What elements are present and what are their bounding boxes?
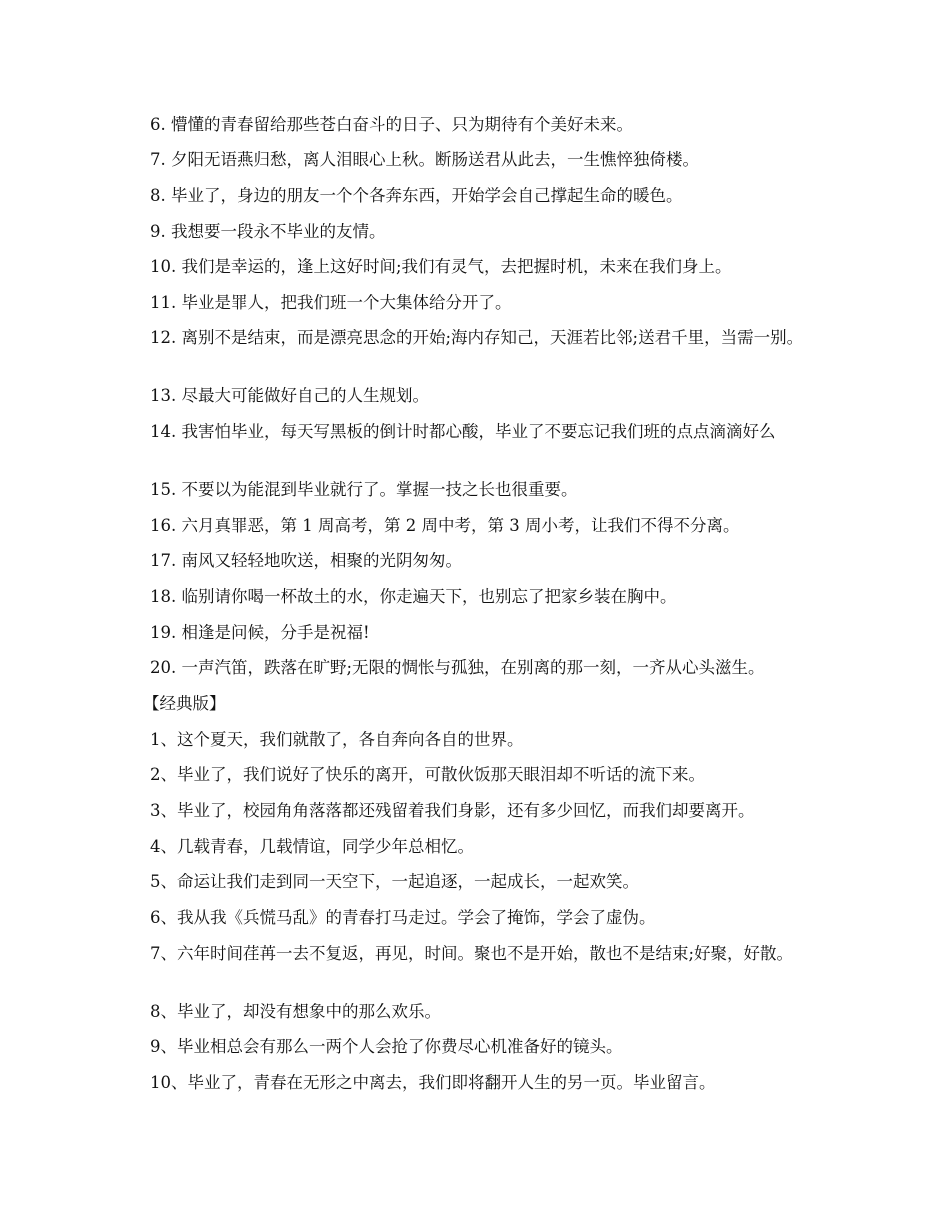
classic-item-1: 1、这个夏天，我们就散了，各自奔向各自的世界。 (150, 730, 524, 749)
classic-item-2: 2、毕业了，我们说好了快乐的离开，可散伙饭那天眼泪却不听话的流下来。 (150, 765, 705, 784)
paragraph-14: 14. 我害怕毕业，每天写黑板的倒计时都心酸，毕业了不要忘记我们班的点点滴滴好么 (150, 422, 776, 441)
paragraph-18: 18. 临别请你喝一杯故土的水，你走遍天下，也别忘了把家乡装在胸中。 (150, 587, 677, 606)
classic-item-3: 3、毕业了，校园角角落落都还残留着我们身影，还有多少回忆，而我们却要离开。 (150, 801, 755, 820)
paragraph-12: 12. 离别不是结束，而是漂亮思念的开始;海内存知己，天涯若比邻;送君千里，当需一别。 (150, 328, 804, 347)
paragraph-6: 6. 懵懂的青春留给那些苍白奋斗的日子、只为期待有个美好未来。 (150, 115, 633, 134)
classic-item-5: 5、命运让我们走到同一天空下，一起追逐，一起成长，一起欢笑。 (150, 872, 639, 891)
paragraph-10: 10. 我们是幸运的，逢上这好时间;我们有灵气，去把握时机，未来在我们身上。 (150, 257, 732, 276)
paragraph-15: 15. 不要以为能混到毕业就行了。掌握一技之长也很重要。 (150, 480, 578, 499)
classic-item-9: 9、毕业相总会有那么一两个人会抢了你费尽心机准备好的镜头。 (150, 1037, 623, 1056)
paragraph-13: 13. 尽最大可能做好自己的人生规划。 (150, 386, 429, 405)
paragraph-20: 20. 一声汽笛，跌落在旷野;无限的惆怅与孤独，在别离的那一刻，一齐从心头滋生。 (150, 658, 765, 677)
paragraph-11: 11. 毕业是罪人，把我们班一个大集体给分开了。 (150, 293, 512, 312)
paragraph-19: 19. 相逢是问候，分手是祝福! (150, 623, 370, 642)
classic-item-7: 7、六年时间荏苒一去不复返，再见，时间。聚也不是开始，散也不是结束;好聚，好散。 (150, 944, 794, 963)
paragraph-17: 17. 南风又轻轻地吹送，相聚的光阴匆匆。 (150, 551, 462, 570)
paragraph-16: 16. 六月真罪恶，第 1 周高考，第 2 周中考，第 3 周小考，让我们不得不分离。 (150, 516, 740, 535)
paragraph-7: 7. 夕阳无语燕归愁，离人泪眼心上秋。断肠送君从此去，一生憔悴独倚楼。 (150, 150, 699, 169)
paragraph-9: 9. 我想要一段永不毕业的友情。 (150, 222, 386, 241)
paragraph-8: 8. 毕业了，身边的朋友一个个各奔东西，开始学会自己撑起生命的暖色。 (150, 186, 683, 205)
section-heading-classic: 【经典版】 (143, 694, 226, 713)
classic-item-4: 4、几载青春，几载情谊，同学少年总相忆。 (150, 837, 474, 856)
classic-item-8: 8、毕业了，却没有想象中的那么欢乐。 (150, 1002, 441, 1021)
classic-item-6: 6、我从我《兵慌马乱》的青春打马走过。学会了掩饰，学会了虚伪。 (150, 908, 656, 927)
classic-item-10: 10、毕业了，青春在无形之中离去，我们即将翻开人生的另一页。毕业留言。 (150, 1073, 716, 1092)
